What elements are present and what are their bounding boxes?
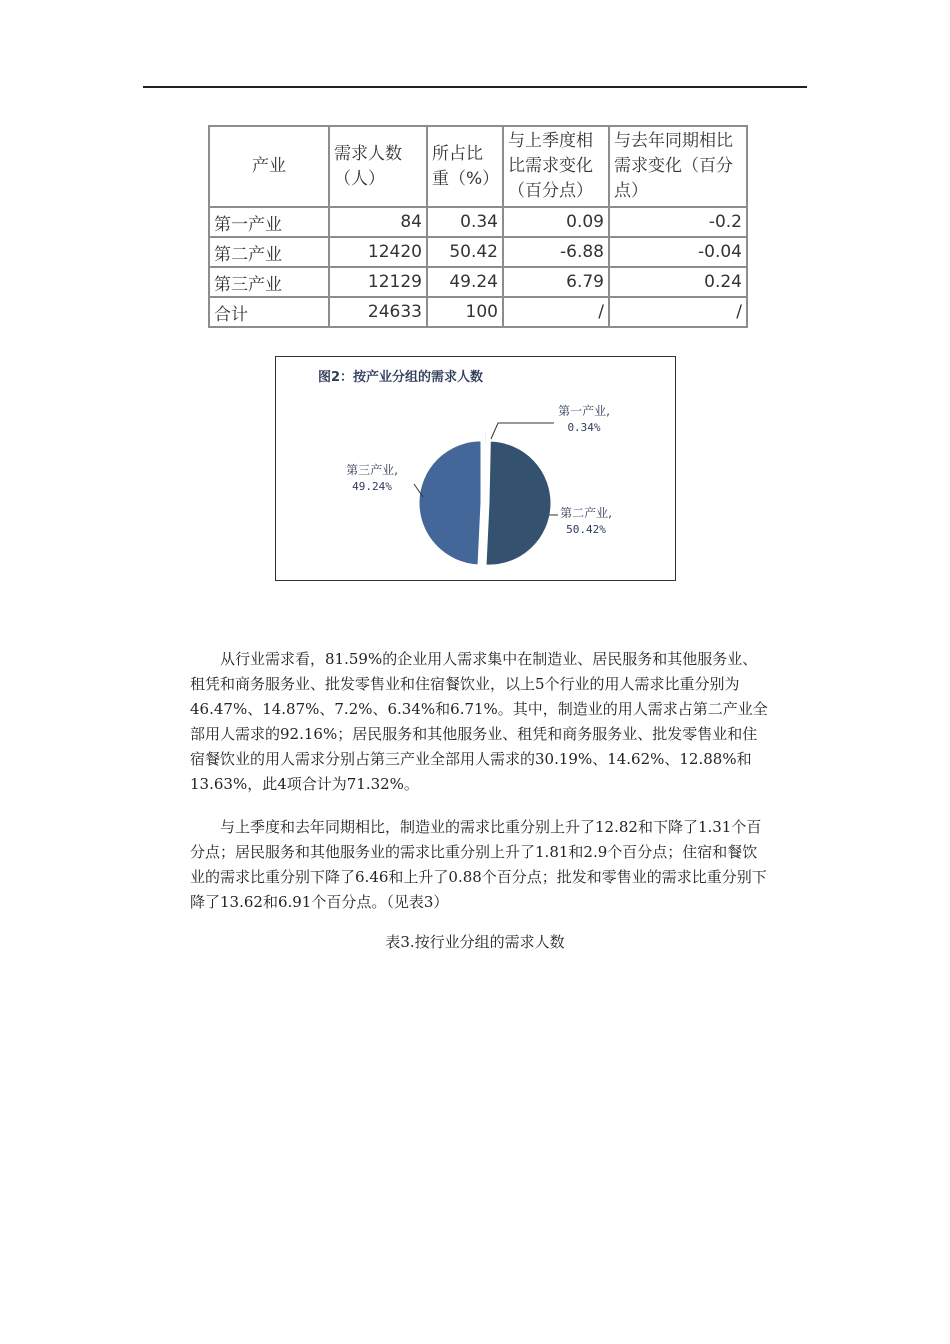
cell-industry: 第三产业	[209, 267, 329, 297]
slice-label: 第二产业,	[560, 506, 612, 520]
cell-demand-count: 12129	[329, 267, 427, 297]
leader-line	[491, 423, 554, 439]
slice-label: 第一产业,	[558, 404, 610, 418]
pie-slice	[486, 441, 551, 565]
header-share: 所占比重（%）	[427, 126, 503, 207]
paragraph-comparison: 与上季度和去年同期相比，制造业的需求比重分别上升了12.82和下降了1.31个百分点；居民服务和其他服务业的需求比重分别上升了1.81和2.9个百分点；住宿和餐饮业的需求比重分别下降了6.46和上升了0.88个百分点；批发和零售业的需求比重分别下降了13.62和6.91个百分点。（见表3）	[190, 818, 767, 911]
slice-percent-label: 50.42%	[566, 523, 606, 536]
chart-title: 图2：按产业分组的需求人数	[318, 370, 484, 385]
table-row	[209, 267, 747, 297]
pie-chart-frame	[275, 356, 676, 581]
slice-label: 第三产业,	[346, 463, 398, 477]
cell-industry: 第一产业	[209, 207, 329, 237]
cell-yoy-change: -0.2	[609, 207, 747, 237]
cell-qoq-change: 0.09	[503, 207, 609, 237]
header-rule	[143, 86, 807, 88]
table3-caption: 表3.按行业分组的需求人数	[385, 933, 565, 951]
cell-yoy-change: -0.04	[609, 237, 747, 267]
table-row	[209, 207, 747, 237]
cell-share: 49.24	[427, 267, 503, 297]
slice-percent-label: 49.24%	[352, 480, 392, 493]
header-yoy-change: 与去年同期相比需求变化（百分点）	[609, 126, 747, 207]
cell-industry: 第二产业	[209, 237, 329, 267]
slice-percent-label: 0.34%	[567, 421, 601, 434]
cell-demand-count: 12420	[329, 237, 427, 267]
cell-share: 100	[427, 297, 503, 327]
pie-chart	[276, 357, 677, 582]
table-header-row	[209, 126, 747, 207]
cell-qoq-change: -6.88	[503, 237, 609, 267]
header-demand-count: 需求人数（人）	[329, 126, 427, 207]
header-industry: 产业	[209, 126, 329, 207]
cell-share: 50.42	[427, 237, 503, 267]
table-row-total	[209, 297, 747, 327]
pie-slice	[485, 432, 486, 494]
pie-slice	[419, 441, 481, 565]
cell-demand-count: 24633	[329, 297, 427, 327]
industry-demand-table	[208, 125, 748, 328]
cell-yoy-change: 0.24	[609, 267, 747, 297]
cell-industry: 合计	[209, 297, 329, 327]
cell-qoq-change: 6.79	[503, 267, 609, 297]
cell-qoq-change: /	[503, 297, 609, 327]
header-qoq-change: 与上季度相比需求变化（百分点）	[503, 126, 609, 207]
paragraph-industry-demand: 从行业需求看，81.59%的企业用人需求集中在制造业、居民服务和其他服务业、租凭和商务服务业、批发零售业和住宿餐饮业，以上5个行业的用人需求比重分别为46.47%、14.87%、7.2%、6.34%和6.71%。其中，制造业的用人需求占第二产业全部用人需求的92.16%；居民服务和其他服务业、租凭和商务服务业、批发零售业和住宿餐饮业的用人需求分别占第三产业全部用人需求的30.19%、14.62%、12.88%和13.63%，此4项合计为71.32%。	[190, 650, 768, 793]
cell-demand-count: 84	[329, 207, 427, 237]
cell-share: 0.34	[427, 207, 503, 237]
table-row	[209, 237, 747, 267]
cell-yoy-change: /	[609, 297, 747, 327]
